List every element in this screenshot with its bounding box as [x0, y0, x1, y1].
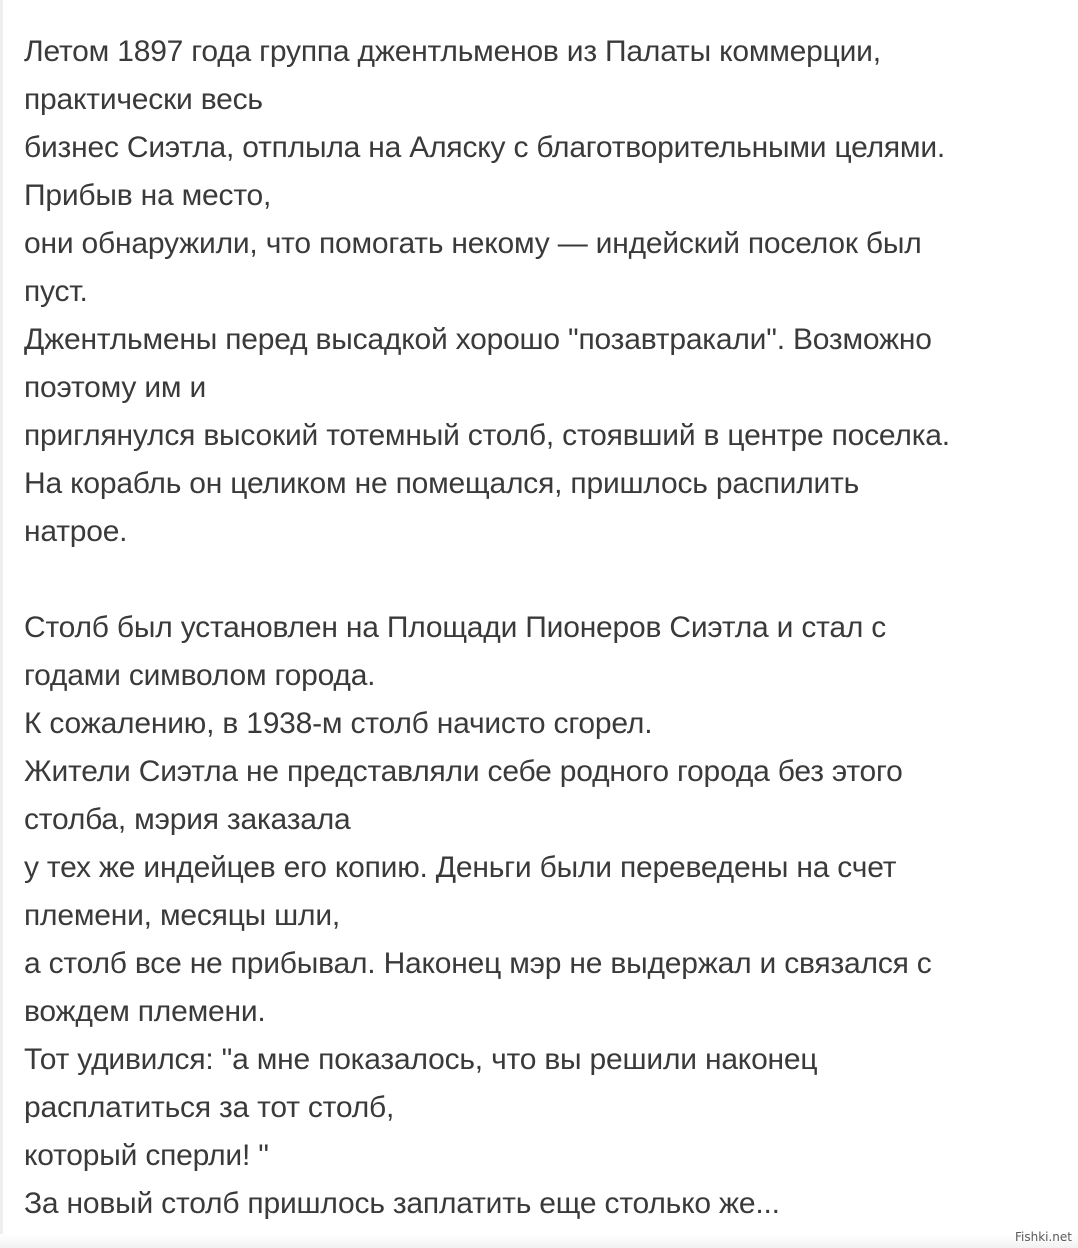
- text-line: Прибыв на место,: [24, 179, 272, 212]
- text-line: За новый столб пришлось заплатить еще столько же...: [24, 1187, 780, 1220]
- paragraph-2: [24, 604, 1064, 1228]
- text-line: На корабль он целиком не помещался, пришлось распилить: [24, 467, 860, 500]
- text-line: годами символом города.: [24, 659, 376, 692]
- left-border: [0, 0, 3, 1248]
- text-line: племени, месяцы шли,: [24, 899, 341, 932]
- text-line: Тот удивился: "а мне показалось, что вы решили наконец: [24, 1043, 818, 1076]
- text-line: они обнаружили, что помогать некому — индейский поселок был: [24, 227, 922, 260]
- text-line: поэтому им и: [24, 371, 207, 404]
- article-text: [24, 28, 1064, 1228]
- text-line: расплатиться за тот столб,: [24, 1091, 395, 1124]
- text-line: К сожалению, в 1938-м столб начисто сгорел.: [24, 707, 653, 740]
- text-line: у тех же индейцев его копию. Деньги были переведены на счет: [24, 851, 897, 884]
- paragraph-1: [24, 28, 1064, 556]
- text-line: Джентльмены перед высадкой хорошо "позавтракали". Возможно: [24, 323, 932, 356]
- text-line: Жители Сиэтла не представляли себе родного города без этого: [24, 755, 903, 788]
- text-line: бизнес Сиэтла, отплыла на Аляску с благотворительными целями.: [24, 131, 946, 164]
- text-line: Летом 1897 года группа джентльменов из Палаты коммерции,: [24, 35, 881, 68]
- text-line: натрое.: [24, 515, 128, 548]
- text-line: который сперли! ": [24, 1139, 269, 1172]
- text-line: пуст.: [24, 275, 88, 308]
- bottom-edge: [0, 1234, 1078, 1248]
- text-line: Столб был установлен на Площади Пионеров Сиэтла и стал с: [24, 611, 887, 644]
- text-line: приглянулся высокий тотемный столб, стоявший в центре поселка.: [24, 419, 950, 452]
- text-line: вождем племени.: [24, 995, 266, 1028]
- watermark: Fishki.net: [1014, 1230, 1072, 1244]
- text-line: столба, мэрия заказала: [24, 803, 351, 836]
- text-line: практически весь: [24, 83, 263, 116]
- text-line: а столб все не прибывал. Наконец мэр не выдержал и связался с: [24, 947, 932, 980]
- paragraph-gap: [24, 556, 1064, 604]
